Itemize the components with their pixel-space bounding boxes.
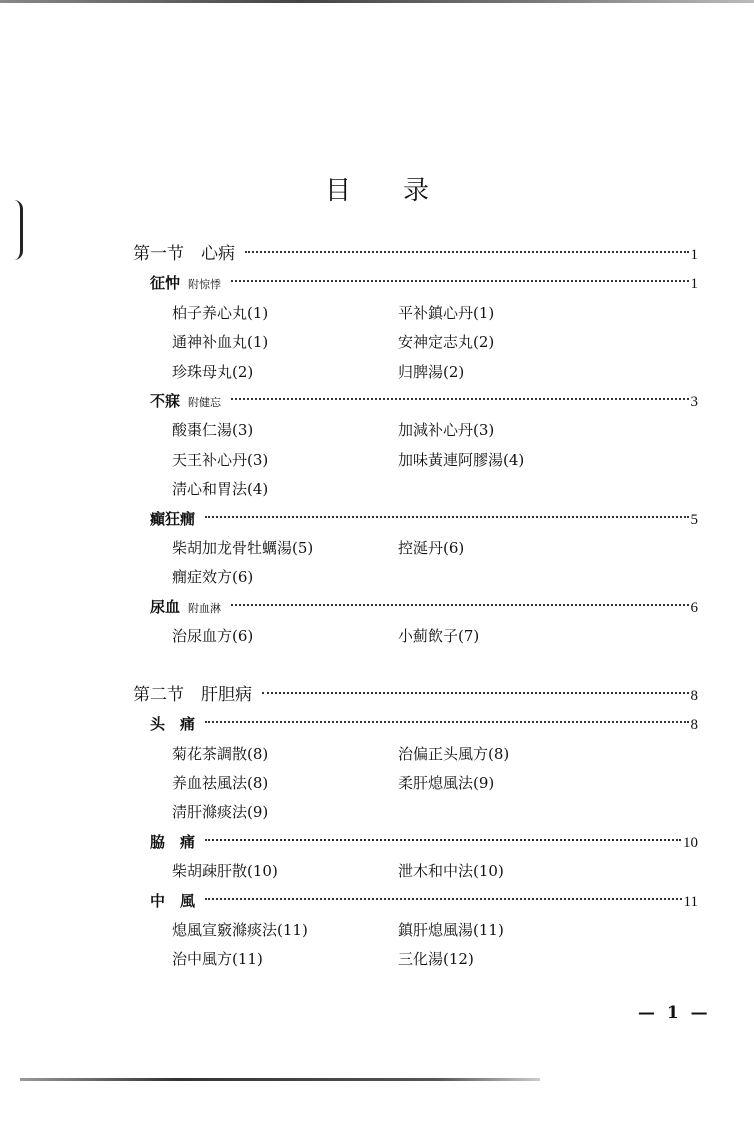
formula-item: 鎮肝熄風湯(11) xyxy=(398,920,504,939)
entry-note: 附惊悸 xyxy=(188,278,222,292)
entry-page: 8 xyxy=(690,717,698,734)
formula-row xyxy=(133,857,698,886)
entry-heading xyxy=(133,269,698,298)
formula-item: 淸肝滌痰法(9) xyxy=(172,803,269,822)
formula-row xyxy=(133,299,698,328)
formula-row xyxy=(133,740,698,769)
section-page: 8 xyxy=(690,687,698,704)
entry-page: 3 xyxy=(690,393,698,410)
formula-item: 菊花茶調散(8) xyxy=(172,744,269,763)
entry-heading xyxy=(133,710,698,739)
entry-heading xyxy=(133,387,698,416)
formula-item: 养血祛風法(8) xyxy=(172,774,269,793)
formula-row xyxy=(133,358,698,387)
entry-note: 附健忘 xyxy=(188,395,222,409)
dot-leader xyxy=(205,839,681,841)
entry-note: 附血淋 xyxy=(188,601,222,615)
formula-item: 天王补心丹(3) xyxy=(172,450,269,469)
dot-leader xyxy=(231,280,688,282)
formula-item: 癇症效方(6) xyxy=(172,568,254,587)
section-title: 第一节 心病 xyxy=(133,244,235,264)
formula-item: 通神补血丸(1) xyxy=(172,333,269,352)
formula-item: 柔肝熄風法(9) xyxy=(398,774,495,793)
formula-item: 治偏正头風方(8) xyxy=(398,744,510,763)
formula-item: 平补鎮心丹(1) xyxy=(398,303,495,322)
section-heading xyxy=(133,681,698,710)
formula-item: 酸棗仁湯(3) xyxy=(172,421,254,440)
section-heading xyxy=(133,240,698,269)
formula-row xyxy=(133,475,698,504)
scan-edge-bottom xyxy=(20,1078,540,1081)
formula-item: 珍珠母丸(2) xyxy=(172,362,254,381)
entry-heading xyxy=(133,505,698,534)
entry-heading xyxy=(133,593,698,622)
entry-page: 10 xyxy=(683,834,698,851)
formula-item: 熄風宣竅滌痰法(11) xyxy=(172,920,308,939)
dot-leader xyxy=(245,251,689,253)
formula-item: 治中風方(11) xyxy=(172,950,263,969)
page-title: 目录 xyxy=(324,176,481,206)
section-page: 1 xyxy=(690,247,698,263)
entry-title: 征忡 xyxy=(150,274,181,293)
formula-item: 淸心和胃法(4) xyxy=(172,480,269,499)
formula-row xyxy=(133,945,698,974)
formula-row xyxy=(133,769,698,798)
entry-title: 尿血 xyxy=(150,597,181,616)
formula-row xyxy=(133,798,698,827)
formula-item: 柴胡疎肝散(10) xyxy=(172,862,278,881)
formula-item: 治尿血方(6) xyxy=(172,627,254,646)
entry-page: 5 xyxy=(690,511,698,528)
formula-row xyxy=(133,446,698,475)
dot-leader xyxy=(205,721,688,723)
entry-page: 1 xyxy=(690,276,698,293)
formula-item: 安神定志丸(2) xyxy=(398,333,495,352)
entry-page: 11 xyxy=(683,893,698,910)
entry-heading xyxy=(133,887,698,916)
scan-margin-mark xyxy=(14,200,23,260)
formula-row xyxy=(133,916,698,945)
dot-leader xyxy=(231,398,688,400)
entry-title: 头 痛 xyxy=(150,715,196,734)
formula-item: 柏子养心丸(1) xyxy=(172,303,269,322)
dot-leader xyxy=(231,604,688,606)
entry-title: 脇 痛 xyxy=(150,832,196,851)
spacer xyxy=(133,651,698,680)
formula-item: 加味黃連阿膠湯(4) xyxy=(398,450,525,469)
page-number: — 1 — xyxy=(638,1003,711,1023)
entry-heading xyxy=(133,828,698,857)
formula-row xyxy=(133,534,698,563)
formula-item: 柴胡加龙骨牡蠣湯(5) xyxy=(172,538,314,557)
entry-title: 中 風 xyxy=(150,891,196,910)
formula-row xyxy=(133,563,698,592)
formula-row xyxy=(133,622,698,651)
entry-page: 6 xyxy=(690,599,698,616)
table-of-contents xyxy=(133,240,698,975)
dot-leader xyxy=(205,516,688,518)
formula-item: 控涎丹(6) xyxy=(398,538,465,557)
dot-leader xyxy=(262,692,689,694)
formula-row xyxy=(133,416,698,445)
formula-item: 三化湯(12) xyxy=(398,950,474,969)
formula-item: 归脾湯(2) xyxy=(398,362,465,381)
entry-title: 不寐 xyxy=(150,391,181,410)
formula-item: 小薊飲子(7) xyxy=(398,627,480,646)
scan-edge-top xyxy=(0,0,754,3)
formula-row xyxy=(133,328,698,357)
section-title: 第二节 肝胆病 xyxy=(133,684,252,705)
dot-leader xyxy=(205,898,682,900)
entry-title: 癲狂癇 xyxy=(150,509,196,528)
formula-item: 加減补心丹(3) xyxy=(398,421,495,440)
formula-item: 泄木和中法(10) xyxy=(398,862,504,881)
